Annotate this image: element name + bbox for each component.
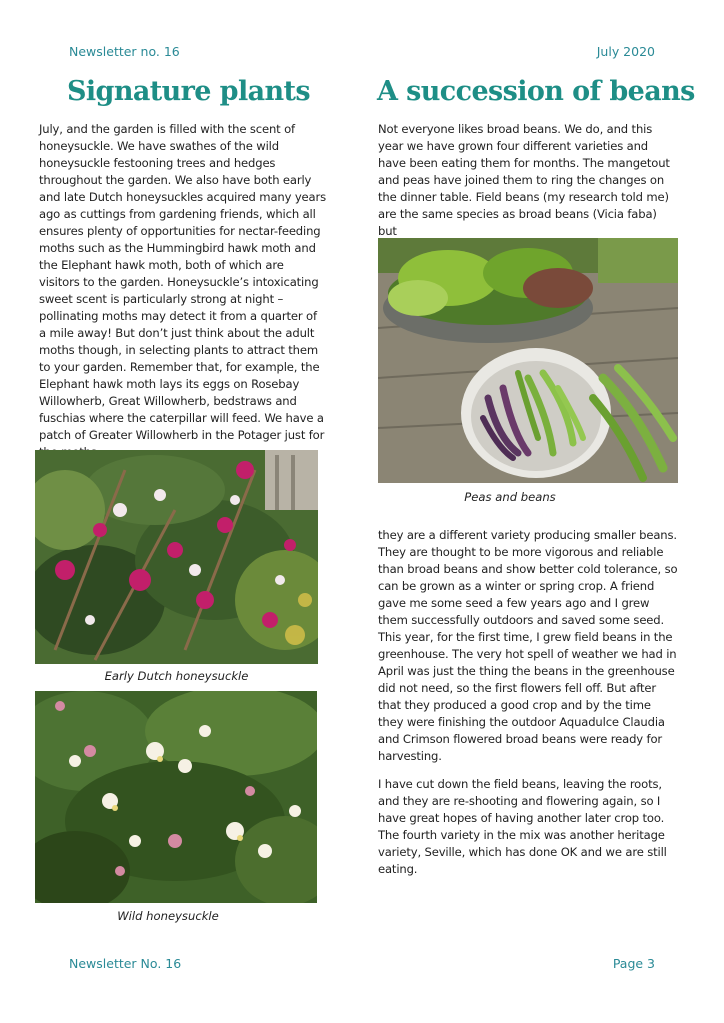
- footer-newsletter-number: Newsletter No. 16: [69, 956, 182, 971]
- early-dutch-honeysuckle-caption: Early Dutch honeysuckle: [104, 669, 249, 683]
- peas-and-beans-caption: Peas and beans: [464, 490, 556, 504]
- succession-of-beans-title: A succession of beans: [377, 76, 695, 107]
- wild-honeysuckle-caption: Wild honeysuckle: [117, 909, 219, 923]
- beans-paragraph-3: I have cut down the field beans, leaving the roots, and they are re-shooting and flowering again, so I have great hopes of having another later crop too. The fourth variety in the mix was another heritage variety, Seville, which has done OK and we are still eating.: [378, 777, 667, 876]
- early-dutch-honeysuckle-photo: [35, 450, 318, 664]
- beans-paragraph-2: they are a different variety producing smaller beans. They are thought to be more vigorous and reliable than broad beans and show better cold tolerance, so can be grown as a winter or spring crop. A friend gave me some seed a few years ago and I grew them successfully outdoors and saved some seed. This year, for the first time, I grew field beans in the greenhouse. The very hot spell of weather we had in April was just the thing the beans in the greenhouse did not need, so the first flowers fell off. But after that they produced a good crop and by the time they were finishing the outdoor Aquadulce Claudia and Crimson flowered broad beans were ready for harvesting.: [378, 528, 678, 763]
- beans-body-part-3: [378, 776, 678, 878]
- signature-plants-body: [39, 121, 326, 461]
- beans-body-part-2: [378, 527, 678, 765]
- beans-body-part-1: [378, 121, 678, 240]
- header-date: July 2020: [596, 44, 655, 59]
- signature-plants-title: Signature plants: [67, 76, 310, 107]
- beans-paragraph-1: Not everyone likes broad beans. We do, and this year we have grown four different varieties and have been eating them for months. The mangetout and peas have joined them to ring the changes on the dinner table. Field beans (my research told me) are the same species as broad beans (Vicia faba) but: [378, 122, 670, 238]
- peas-and-beans-photo: [378, 238, 678, 483]
- footer-page-number: Page 3: [612, 956, 655, 971]
- wild-honeysuckle-photo: [35, 691, 317, 903]
- signature-plants-paragraph: July, and the garden is filled with the scent of honeysuckle. We have swathes of the wild honeysuckle festooning trees and hedges throughout the garden. We also have both early and late Dutch honeysuckles acquired many years ago as cuttings from gardening friends, which all ensures plenty of opportunities for nectar-feeding moths such as the Hummingbird hawk moth and the Elephant hawk moth, both of which are visitors to the garden. Honeysuckle’s intoxicating sweet scent is particularly strong at night – pollinating moths may detect it from a quarter of a mile away! But don’t just think about the adult moths though, in selecting plants to attract them to your garden. Remember that, for example, the Elephant hawk moth lays its eggs on Rosebay Willowherb, Great Willowherb, bedstraws and fuschias where the caterpillar will feed. We have a patch of Greater Willowherb in the Potager just for: [39, 122, 327, 442]
- header-newsletter-number: Newsletter no. 16: [69, 44, 180, 59]
